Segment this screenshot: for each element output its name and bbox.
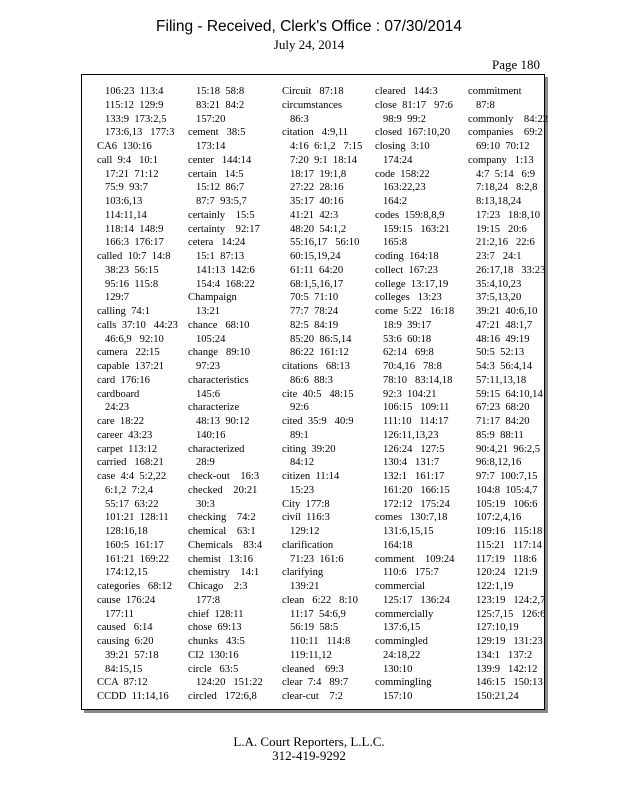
index-entry: clear 7:4 89:7 (282, 677, 349, 689)
index-entry: 157:10 (375, 691, 413, 702)
index-entry: 15:12 86:7 (188, 182, 245, 194)
index-entry: 48:20 54:1,2 (282, 223, 347, 235)
index-entry: 15:23 (282, 484, 315, 496)
index-entry: 103:6,13 (97, 196, 143, 207)
index-entry: 119:11,12 (282, 649, 332, 661)
index-entry: 172:12 175:24 (375, 498, 450, 510)
index-entry: Chicago 2:3 (188, 581, 248, 592)
index-entry: 48:13 90:12 (188, 416, 250, 427)
index-entry: 7:20 9:1 18:14 (282, 154, 358, 166)
index-entry: 110:6 175:7 (375, 567, 439, 579)
index-entry: 115:21 117:14 (468, 539, 542, 551)
index-entry: 154:4 168:22 (188, 278, 255, 290)
index-entry: 70:4,16 78:8 (375, 361, 442, 372)
index-entry: 174:12,15 (97, 567, 148, 579)
index-entry: calls 37:10 44:23 (97, 319, 178, 331)
index-entry: commitment (468, 86, 522, 97)
index-entry: 105:19 106:6 (468, 498, 538, 510)
index-entry: 141:13 142:6 (188, 264, 255, 276)
index-entry: call 9:4 10:1 (97, 154, 158, 166)
index-entry: Champaign (188, 292, 237, 304)
index-entry: 157:20 (188, 113, 226, 125)
index-entry: 17:23 18:8,10 (468, 209, 541, 221)
index-entry: 101:21 128:11 (97, 512, 169, 524)
index-entry: 61:11 64:20 (282, 264, 344, 276)
index-entry: 163:22,23 (375, 182, 426, 194)
index-entry: 11:17 54:6,9 (282, 608, 346, 620)
reporter-name: L.A. Court Reporters, L.L.C. (233, 734, 385, 749)
index-entry: 146:15 150:13 (468, 677, 543, 689)
index-entry: 130:10 (375, 663, 413, 675)
index-entry: 21:2,16 22:6 (468, 237, 535, 249)
index-entry: 46:6,9 92:10 (97, 333, 164, 345)
index-entry: 71:17 84:20 (468, 416, 530, 427)
index-entry: Circuit 87:18 (282, 86, 344, 97)
index-entry: 57:11,13,18 (468, 374, 527, 386)
index-entry: circled 172:6,8 (188, 691, 257, 702)
index-entry: 90:4,21 96:2,5 (468, 443, 541, 455)
index-entry: 125:7,15 126:6 (468, 608, 546, 620)
index-entry: 127:10,19 (468, 622, 519, 634)
index-entry: come 5:22 16:18 (375, 306, 455, 317)
index-entry: 50:5 52:13 (468, 347, 525, 359)
index-entry: comes 130:7,18 (375, 512, 448, 524)
index-entry: 177:8 (188, 594, 221, 606)
index-entry: cement 38:5 (188, 127, 246, 139)
index-entry: 75:9 93:7 (97, 182, 148, 194)
index-entry: card 176:16 (97, 374, 150, 386)
index-entry: 98:9 99:2 (375, 113, 426, 125)
index-entry: 86:3 (282, 113, 309, 125)
filing-stamp: Filing - Received, Clerk's Office : 07/30/2014 (156, 18, 462, 35)
index-entry: cause 176:24 (97, 594, 156, 606)
index-entry: 97:23 (188, 361, 221, 372)
index-entry: 129:19 131:23 (468, 636, 543, 647)
index-entry: 130:4 131:7 (375, 457, 440, 469)
index-entry: 165:8 (375, 237, 408, 249)
index-entry: 68:1,5,16,17 (282, 278, 344, 290)
index-entry: capable 137:21 (97, 361, 165, 372)
index-entry: CCDD 11:14,16 (97, 691, 169, 702)
index-entry: commercial (375, 581, 425, 592)
index-entry: colleges 13:23 (375, 292, 442, 304)
index-entry: 47:21 48:1,7 (468, 319, 533, 331)
index-entry: 118:14 148:9 (97, 223, 164, 235)
index-entry: 70:5 71:10 (282, 292, 339, 304)
index-entry: 67:23 68:20 (468, 402, 530, 414)
index-entry: 59:15 64:10,14 (468, 388, 543, 400)
index-entry: carried 168:21 (97, 457, 164, 469)
index-entry: characterized (188, 443, 245, 455)
index-entry: 139:9 142:12 (468, 663, 538, 675)
index-entry: clear-cut 7:2 (282, 691, 343, 702)
index-entry: 161:20 166:15 (375, 484, 450, 496)
index-entry: 17:21 71:12 (97, 168, 159, 180)
index-entry: clarifying (282, 567, 324, 579)
index-entry: coding 164:18 (375, 251, 439, 262)
index-entry: 95:16 115:8 (97, 278, 159, 290)
index-entry: comment 109:24 (375, 553, 455, 565)
index-entry: 27:22 28:16 (282, 182, 344, 194)
index-entry: 8:13,18,24 (468, 196, 522, 207)
index-entry: 123:19 124:2,7 (468, 594, 546, 606)
index-entry: 117:19 118:6 (468, 553, 537, 565)
index-entry: change 89:10 (188, 347, 251, 359)
index-entry: code 158:22 (375, 168, 430, 180)
index-entry: 53:6 60:18 (375, 333, 432, 345)
index-entry: called 10:7 14:8 (97, 251, 171, 262)
index-entry: 131:6,15,15 (375, 526, 434, 537)
index-entry: 71:23 161:6 (282, 553, 344, 565)
index-entry: caused 6:14 (97, 622, 153, 634)
index-column-4 (375, 85, 454, 704)
index-entry: 48:16 49:19 (468, 333, 530, 345)
index-entry: collect 167:23 (375, 264, 438, 276)
index-column-1 (97, 85, 178, 704)
index-entry: carpet 113:12 (97, 443, 158, 455)
index-entry: 26:17,18 33:23 (468, 264, 546, 276)
index-entry: Chemicals 83:4 (188, 539, 263, 551)
index-entry: 87:7 93:5,7 (188, 196, 247, 207)
index-entry: 37:5,13,20 (468, 292, 522, 304)
index-entry: 150:21,24 (468, 691, 519, 702)
index-entry: 35:4,10,23 (468, 278, 522, 290)
index-entry: 77:7 78:24 (282, 306, 339, 317)
index-entry: career 43:23 (97, 429, 153, 441)
index-entry: 4:7 5:14 6:9 (468, 168, 536, 180)
index-entry: closing 3:10 (375, 141, 430, 152)
index-entry: 4:16 6:1,2 7:15 (282, 141, 363, 152)
index-entry: 160:5 161:17 (97, 539, 164, 551)
index-entry: chief 128:11 (188, 608, 244, 620)
index-entry: cleaned 69:3 (282, 663, 344, 675)
index-entry: 166:3 176:17 (97, 237, 164, 249)
index-entry: 13:21 (188, 306, 221, 317)
index-entry: 126:24 127:5 (375, 443, 445, 455)
index-entry: 30:3 (188, 498, 215, 510)
index-entry: calling 74:1 (97, 306, 150, 317)
index-entry: 82:5 84:19 (282, 319, 339, 331)
index-entry: 128:16,18 (97, 526, 148, 537)
index-entry: 62:14 69:8 (375, 347, 434, 359)
index-entry: 174:24 (375, 154, 413, 166)
index-entry: college 13:17,19 (375, 278, 449, 290)
index-entry: citations 68:13 (282, 361, 350, 372)
index-entry: characterize (188, 402, 240, 414)
index-entry: 159:15 163:21 (375, 223, 450, 235)
index-entry: company 1:13 (468, 154, 534, 166)
index-entry: 39:21 40:6,10 (468, 306, 538, 317)
index-entry: 134:1 137:2 (468, 649, 533, 661)
index-entry: 140:16 (188, 429, 226, 441)
index-entry: 110:11 114:8 (282, 636, 351, 647)
index-entry: cetera 14:24 (188, 237, 246, 249)
index-entry: CI2 130:16 (188, 649, 239, 661)
index-entry: 92:3 104:21 (375, 388, 437, 400)
index-entry: 106:23 113:4 (97, 86, 164, 97)
index-entry: 145:6 (188, 388, 221, 400)
index-entry: clean 6:22 8:10 (282, 594, 358, 606)
index-entry: checked 20:21 (188, 484, 258, 496)
index-entry: certainty 92:17 (188, 223, 260, 235)
index-entry: camera 22:15 (97, 347, 160, 359)
index-entry: certainly 15:5 (188, 209, 255, 221)
index-entry: commingling (375, 677, 432, 689)
index-entry: 173:14 (188, 141, 226, 152)
index-entry: 124:20 151:22 (188, 677, 263, 689)
index-entry: 86:22 161:12 (282, 347, 349, 359)
index-entry: close 81:17 97:6 (375, 99, 453, 111)
index-entry: case 4:4 5:2,22 (97, 471, 167, 482)
index-entry: chunks 43:5 (188, 636, 245, 647)
index-entry: 109:16 115:18 (468, 526, 543, 537)
index-entry: 56:19 58:5 (282, 622, 339, 634)
index-entry: 23:7 24:1 (468, 251, 522, 262)
index-entry: circle 63:5 (188, 663, 239, 675)
index-entry: chose 69:13 (188, 622, 242, 634)
index-entry: 24:23 (97, 402, 130, 414)
index-entry: causing 6:20 (97, 636, 154, 647)
index-entry: 7:18,24 8:2,8 (468, 182, 538, 194)
index-entry: 129:12 (282, 526, 320, 537)
index-entry: circumstances (282, 99, 343, 111)
index-entry: categories 68:12 (97, 581, 173, 592)
index-entry: 84:12 (282, 457, 315, 469)
index-entry: CA6 130:16 (97, 141, 152, 152)
index-entry: closed 167:10,20 (375, 127, 451, 139)
index-entry: citation 4:9,11 (282, 127, 349, 139)
index-entry: CCA 87:12 (97, 677, 148, 689)
index-entry: 85:9 88:11 (468, 429, 524, 441)
index-entry: 96:8,12,16 (468, 457, 522, 469)
index-entry: 83:21 84:2 (188, 99, 245, 111)
index-entry: 60:15,19,24 (282, 251, 341, 262)
index-entry: 39:21 57:18 (97, 649, 159, 661)
index-entry: 125:17 136:24 (375, 594, 450, 606)
index-entry: 120:24 121:9 (468, 567, 538, 579)
index-entry: citing 39:20 (282, 443, 336, 455)
index-entry: 164:2 (375, 196, 408, 207)
index-entry: 97:7 100:7,15 (468, 471, 538, 482)
index-entry: 122:1,19 (468, 581, 514, 592)
index-entry: 86:6 88:3 (282, 374, 333, 386)
page-number: Page 180 (491, 57, 540, 72)
index-entry: 87:8 (468, 99, 495, 111)
index-entry: 126:11,13,23 (375, 429, 439, 441)
index-entry: 129:7 (97, 292, 130, 304)
index-entry: 35:17 40:16 (282, 196, 344, 207)
index-column-5 (468, 85, 548, 704)
index-entry: cardboard (97, 388, 140, 400)
index-entry: 111:10 114:17 (375, 416, 449, 427)
index-entry: chemist 13:16 (188, 553, 254, 565)
index-entry: 106:15 109:11 (375, 402, 450, 414)
index-entry: chemistry 14:1 (188, 567, 260, 579)
index-entry: 105:24 (188, 333, 226, 345)
index-entry: care 18:22 (97, 416, 145, 427)
index-entry: 164:18 (375, 539, 413, 551)
index-entry: characteristics (188, 374, 249, 386)
index-entry: 15:18 58:8 (188, 86, 245, 97)
index-entry: 6:1,2 7:2,4 (97, 484, 154, 496)
index-entry: chemical 63:1 (188, 526, 256, 537)
index-entry: 104:8 105:4,7 (468, 484, 538, 496)
index-entry: codes 159:8,8,9 (375, 209, 445, 221)
index-entry: citizen 11:14 (282, 471, 340, 482)
index-entry: 54:3 56:4,14 (468, 361, 533, 372)
index-entry: 15:1 87:13 (188, 251, 245, 262)
index-entry: 177:11 (97, 608, 134, 620)
index-column-2 (188, 85, 263, 704)
index-entry: 89:1 (282, 429, 309, 441)
index-entry: 85:20 86:5,14 (282, 333, 352, 345)
index-entry: commingled (375, 636, 428, 647)
index-entry: checking 74:2 (188, 512, 256, 524)
index-entry: 55:16,17 56:10 (282, 237, 360, 249)
index-entry: 115:12 129:9 (97, 99, 164, 111)
index-entry: 24:18,22 (375, 649, 421, 661)
index-entry: 173:6,13 177:3 (97, 127, 175, 139)
index-entry: cite 40:5 48:15 (282, 388, 354, 400)
index-entry: 78:10 83:14,18 (375, 374, 453, 386)
index-entry: clarification (282, 539, 334, 551)
index-entry: 18:9 39:17 (375, 319, 432, 331)
index-entry: 133:9 173:2,5 (97, 113, 167, 125)
index-entry: 41:21 42:3 (282, 209, 339, 221)
index-entry: 84:15,15 (97, 663, 143, 675)
index-entry: 69:10 70:12 (468, 141, 530, 152)
index-entry: civil 116:3 (282, 512, 330, 524)
index-entry: cleared 144:3 (375, 86, 438, 97)
index-entry: chance 68:10 (188, 319, 250, 331)
index-entry: 38:23 56:15 (97, 264, 159, 276)
index-entry: companies 69:2 (468, 127, 543, 139)
index-entry: 107:2,4,16 (468, 512, 522, 524)
index-entry: 139:21 (282, 581, 320, 592)
index-entry: 55:17 63:22 (97, 498, 159, 510)
index-entry: 137:6,15 (375, 622, 421, 634)
index-column-3 (282, 85, 362, 704)
index-entry: cited 35:9 40:9 (282, 416, 354, 427)
index-entry: 132:1 161:17 (375, 471, 445, 482)
index-entry: 18:17 19:1,8 (282, 168, 347, 180)
index-entry: 114:11,14 (97, 209, 147, 221)
index-entry: commercially (375, 608, 434, 620)
index-entry: certain 14:5 (188, 168, 244, 180)
index-entry: City 177:8 (282, 498, 330, 510)
index-entry: 19:15 20:6 (468, 223, 527, 235)
index-entry: 92:6 (282, 402, 309, 414)
index-entry: 28:9 (188, 457, 215, 469)
index-entry: 161:21 169:22 (97, 553, 170, 565)
index-entry: commonly 84:22 (468, 113, 549, 125)
transcript-date: July 24, 2014 (273, 37, 345, 52)
index-entry: check-out 16:3 (188, 471, 260, 482)
reporter-phone: 312-419-9292 (272, 748, 346, 763)
index-entry: center 144:14 (188, 154, 252, 166)
